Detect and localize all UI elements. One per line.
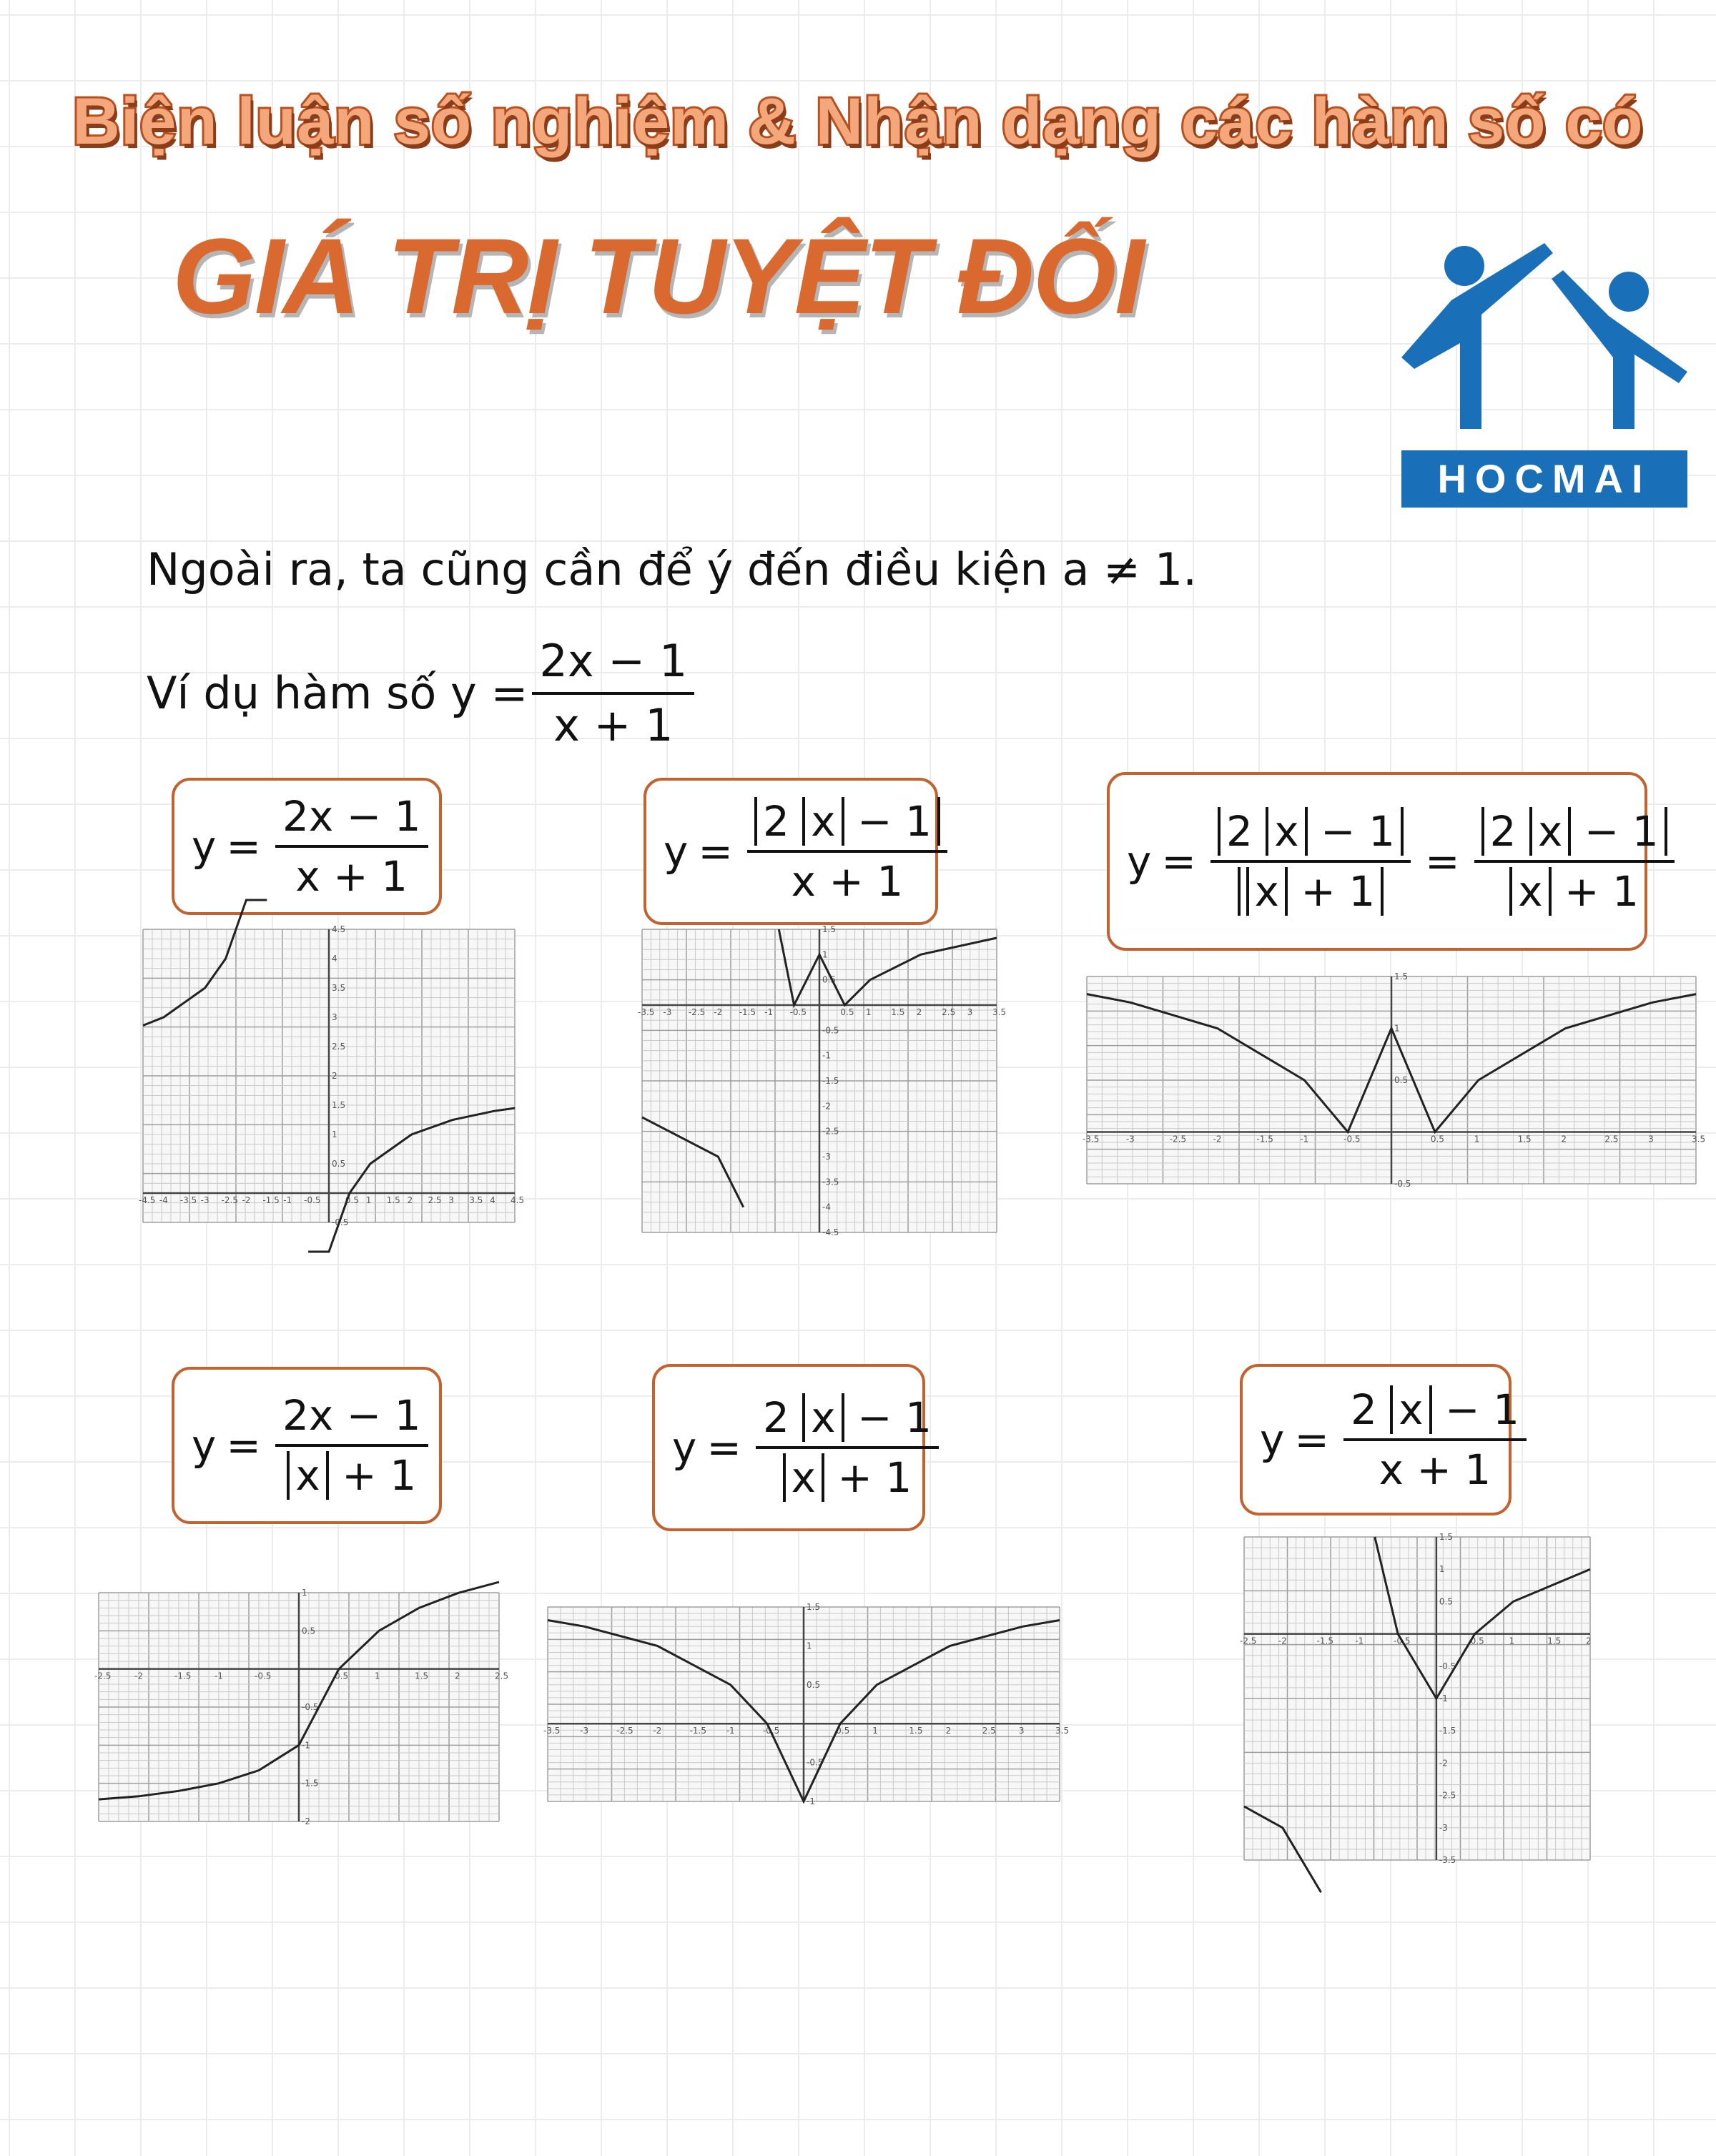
formula-fraction: [1210, 807, 1411, 916]
const-term: + 1: [1564, 867, 1639, 916]
graph-3: [1083, 971, 1706, 1189]
formula-denominator: x + 1: [295, 852, 408, 901]
x-tick-label: 1: [365, 1195, 372, 1205]
formula-numerator: [1343, 1385, 1527, 1441]
example-denominator: x + 1: [553, 699, 674, 752]
y-tick-label: -3: [822, 1152, 831, 1162]
x-tick-label: -4: [159, 1195, 168, 1205]
graph-5: [543, 1602, 1070, 1806]
x-tick-label: 2.5: [1604, 1134, 1619, 1144]
y-tick-label: 1.5: [332, 1100, 346, 1110]
formula-fraction: [756, 1393, 939, 1502]
y-tick-label: -1.5: [1439, 1726, 1456, 1736]
x-tick-label: -1: [1300, 1134, 1309, 1144]
x-tick-label: -3: [1125, 1134, 1135, 1144]
formula-fraction: [747, 797, 947, 906]
x-tick-label: -1: [214, 1671, 223, 1681]
x-tick-label: 1: [1509, 1636, 1515, 1646]
page-subtitle: Biện luận số nghiệm & Nhận dạng các hàm số có: [72, 85, 1644, 158]
y-tick-label: -3.5: [822, 1177, 839, 1187]
const-term: + 1: [837, 1453, 912, 1502]
x-tick-label: -2.5: [1240, 1636, 1257, 1646]
x-tick-label: -3: [200, 1195, 209, 1205]
y-tick-label: -3: [1439, 1822, 1448, 1833]
abs-value-outer: [1481, 807, 1667, 856]
formula-numerator: 2x − 1: [275, 792, 428, 848]
formula-denominator: [275, 1447, 428, 1500]
function-curve: [1375, 1537, 1590, 1698]
abs-value-x: x: [783, 1453, 824, 1502]
x-tick-label: 1.5: [1517, 1134, 1532, 1144]
y-tick-label: -0.5: [807, 1757, 824, 1768]
y-tick-label: -1: [302, 1740, 310, 1751]
x-tick-label: 0.5: [1430, 1134, 1444, 1144]
x-tick-label: -0.5: [789, 1007, 807, 1017]
equals-sign: =: [226, 822, 261, 871]
y-tick-label: -1.5: [822, 1076, 839, 1086]
abs-value-x: x: [802, 1393, 844, 1442]
coef: 2: [1350, 1385, 1377, 1434]
function-curve: [779, 929, 997, 1005]
abs-value-x: x: [1529, 807, 1571, 856]
coef: 2: [762, 1393, 789, 1442]
x-tick-label: 1.5: [386, 1195, 400, 1205]
graph-2: [638, 924, 1007, 1237]
const-term: + 1: [1301, 867, 1376, 916]
formula-denominator: x + 1: [1379, 1445, 1491, 1494]
y-tick-label: -2: [302, 1816, 310, 1826]
function-curve: [308, 1108, 515, 1252]
y-tick-label: -1: [1439, 1693, 1448, 1703]
logo-text: HOCMAI: [1401, 450, 1687, 508]
x-tick-label: -4.5: [139, 1195, 156, 1205]
formula-numerator: [756, 1393, 939, 1449]
x-tick-label: -0.5: [1394, 1636, 1411, 1646]
formula-numerator: [1210, 807, 1411, 863]
equals-sign: =: [1161, 837, 1196, 886]
x-tick-label: 4.5: [511, 1195, 525, 1205]
formula-box-6: [1240, 1364, 1519, 1515]
x-tick-label: 0.5: [1470, 1636, 1484, 1646]
x-tick-label: 1.5: [891, 1007, 905, 1017]
y-tick-label: 1.5: [822, 924, 837, 934]
y-tick-label: 1: [302, 1588, 307, 1598]
x-tick-label: 2: [455, 1671, 460, 1681]
x-tick-label: 0.5: [836, 1726, 850, 1736]
intro-line: Ngoài ra, ta cũng cần để ý đến điều kiện a ≠ 1.: [147, 543, 1197, 595]
x-tick-label: -1: [726, 1726, 735, 1736]
formula-fraction-2: [1474, 807, 1675, 916]
formula-numerator: 2x − 1: [275, 1391, 428, 1447]
formula-lhs: y: [672, 1423, 697, 1472]
x-tick-label: -2: [134, 1671, 143, 1681]
formula-box-1: [172, 778, 442, 915]
y-tick-label: -3.5: [1439, 1855, 1456, 1865]
x-tick-label: -3.5: [543, 1726, 561, 1736]
const-term: − 1: [857, 1393, 932, 1442]
x-tick-label: 1.5: [1547, 1636, 1562, 1646]
y-tick-label: 1: [807, 1641, 812, 1651]
x-tick-label: -3.5: [179, 1195, 197, 1205]
y-tick-label: -1.5: [302, 1778, 319, 1789]
x-tick-label: -2.5: [616, 1726, 633, 1736]
formula-numerator: [747, 797, 947, 853]
y-tick-label: 0.5: [1439, 1596, 1453, 1607]
x-tick-label: -2: [242, 1195, 251, 1205]
x-tick-label: 2: [1561, 1134, 1567, 1144]
x-tick-label: 1.5: [415, 1671, 429, 1681]
abs-value-x: x: [1509, 867, 1551, 916]
x-tick-label: -1.5: [1256, 1134, 1273, 1144]
example-numerator: 2x − 1: [532, 635, 694, 695]
abs-value-outer: [754, 797, 940, 846]
y-tick-label: 0.5: [807, 1679, 821, 1690]
logo-figures-icon: [1401, 236, 1687, 450]
y-tick-label: -2: [822, 1101, 831, 1112]
y-tick-label: 2.5: [332, 1042, 346, 1052]
example-prefix: Ví dụ hàm số y =: [147, 667, 528, 720]
x-tick-label: 2.5: [982, 1726, 996, 1736]
x-tick-label: -1.5: [1316, 1636, 1333, 1646]
x-tick-label: 1.5: [909, 1726, 923, 1736]
x-tick-label: 2.5: [428, 1195, 442, 1205]
x-tick-label: 1: [872, 1726, 878, 1736]
equals-sign: =: [706, 1423, 741, 1472]
x-tick-label: 3.5: [1692, 1134, 1706, 1144]
x-tick-label: -2.5: [221, 1195, 238, 1205]
x-tick-label: -0.5: [1343, 1134, 1361, 1144]
formula-lhs: y: [664, 827, 689, 876]
page-title: GIÁ TRỊ TUYỆT ĐỐI: [172, 216, 1143, 336]
abs-value-x: x: [287, 1451, 328, 1500]
hocmai-logo: [1401, 236, 1687, 508]
x-tick-label: 2: [916, 1007, 922, 1017]
formula-denominator: [756, 1449, 939, 1502]
x-tick-label: -1: [1355, 1636, 1364, 1646]
coef: 2: [762, 797, 789, 846]
y-tick-label: -2: [1439, 1758, 1448, 1769]
formula-denominator: [1474, 863, 1675, 916]
formula-lhs: y: [192, 822, 217, 871]
x-tick-label: -3: [663, 1007, 672, 1017]
graph-6: [1240, 1532, 1592, 1865]
abs-value-x: x: [1266, 807, 1307, 856]
x-tick-label: -2.5: [94, 1671, 112, 1681]
abs-value-x: x: [1246, 867, 1288, 916]
formula-denominator: [1210, 863, 1411, 916]
y-tick-label: 1.5: [807, 1602, 821, 1612]
x-tick-label: -1.5: [689, 1726, 706, 1736]
formula-box-2: [644, 778, 938, 925]
example-line: [147, 635, 699, 753]
equals-sign: =: [1424, 837, 1460, 886]
y-tick-label: 3.5: [332, 983, 346, 993]
formula-fraction: [275, 792, 428, 901]
y-tick-label: 4.5: [332, 924, 346, 934]
y-tick-label: 1: [1394, 1023, 1400, 1034]
const-term: − 1: [1445, 1385, 1519, 1434]
y-tick-label: 1: [822, 949, 828, 960]
y-tick-label: 1: [332, 1129, 337, 1139]
y-tick-label: -0.5: [822, 1025, 839, 1036]
equals-sign: =: [226, 1421, 261, 1470]
y-tick-label: 3: [332, 1012, 337, 1022]
y-tick-label: 1.5: [1439, 1532, 1453, 1542]
x-tick-label: 2: [1586, 1636, 1592, 1646]
x-tick-label: -2: [1278, 1636, 1287, 1646]
y-tick-label: -0.5: [1394, 1179, 1411, 1189]
y-tick-label: -4.5: [822, 1227, 839, 1237]
y-tick-label: -1: [822, 1050, 831, 1061]
y-tick-label: 0.5: [302, 1626, 316, 1636]
formula-box-3: [1107, 772, 1659, 951]
y-tick-label: -0.5: [302, 1702, 319, 1712]
x-tick-label: -1.5: [739, 1007, 756, 1017]
formula-fraction: [1343, 1385, 1527, 1494]
formula-lhs: y: [1127, 837, 1152, 886]
x-tick-label: -1.5: [262, 1195, 280, 1205]
formula-numerator: [1474, 807, 1675, 863]
y-tick-label: -0.5: [1439, 1661, 1456, 1671]
x-tick-label: -1.5: [174, 1671, 192, 1681]
x-tick-label: 0.5: [335, 1671, 349, 1681]
graph-1: [139, 924, 525, 1227]
x-tick-label: 3.5: [992, 1007, 1007, 1017]
y-tick-label: 4: [332, 954, 337, 964]
x-tick-label: 3: [967, 1007, 973, 1017]
x-tick-label: 1: [865, 1007, 872, 1017]
x-tick-label: -3: [580, 1726, 589, 1736]
y-tick-label: 1: [1439, 1564, 1445, 1575]
x-tick-label: -3.5: [1083, 1134, 1100, 1144]
y-tick-label: 2: [332, 1071, 337, 1081]
graph-4: [94, 1588, 509, 1826]
abs-value-outer: [1218, 807, 1404, 856]
x-tick-label: 3: [1648, 1134, 1654, 1144]
x-tick-label: -0.5: [762, 1726, 780, 1736]
y-tick-label: -4: [822, 1202, 831, 1212]
x-tick-label: 2: [407, 1195, 413, 1205]
x-tick-label: 0.5: [840, 1007, 854, 1017]
formula-fraction: [275, 1391, 428, 1500]
x-tick-label: 3.5: [469, 1195, 483, 1205]
y-tick-label: 0.5: [332, 1159, 346, 1169]
formula-box-5: [652, 1364, 932, 1531]
coef: 2: [1489, 807, 1517, 856]
x-tick-label: -1: [764, 1007, 774, 1017]
abs-value-x: x: [802, 797, 844, 846]
x-tick-label: 3: [448, 1195, 454, 1205]
x-tick-label: -2: [714, 1007, 723, 1017]
const-term: − 1: [1321, 807, 1395, 856]
y-tick-label: -2.5: [822, 1126, 839, 1137]
x-tick-label: 0.5: [345, 1195, 359, 1205]
formula-denominator: x + 1: [791, 857, 904, 906]
x-tick-label: 3.5: [1055, 1726, 1070, 1736]
const-term: + 1: [342, 1451, 417, 1500]
x-tick-label: 1: [375, 1671, 380, 1681]
y-tick-label: 1.5: [1394, 971, 1409, 981]
y-tick-label: -1: [807, 1796, 815, 1806]
x-tick-label: -0.5: [304, 1195, 321, 1205]
abs-value-outer: [1238, 867, 1384, 916]
function-curve: [642, 1117, 744, 1207]
x-tick-label: 1: [1474, 1134, 1480, 1144]
x-tick-label: 2: [945, 1726, 952, 1736]
y-tick-label: 0.5: [1394, 1075, 1409, 1085]
x-tick-label: 2.5: [942, 1007, 956, 1017]
x-tick-label: 3: [1018, 1726, 1025, 1736]
example-fraction: [532, 635, 694, 753]
const-term: − 1: [857, 797, 932, 846]
y-tick-label: 0.5: [822, 974, 837, 985]
formula-lhs: y: [192, 1421, 217, 1470]
x-tick-label: -1: [283, 1195, 292, 1205]
x-tick-label: 4: [490, 1195, 495, 1205]
x-tick-label: -3.5: [638, 1007, 655, 1017]
coef: 2: [1226, 807, 1253, 856]
y-tick-label: -0.5: [332, 1217, 349, 1227]
x-tick-label: -2: [653, 1726, 662, 1736]
x-tick-label: -2.5: [688, 1007, 706, 1017]
x-tick-label: -2: [1213, 1134, 1222, 1144]
const-term: − 1: [1584, 807, 1659, 856]
x-tick-label: 2.5: [495, 1671, 509, 1681]
y-tick-label: -2.5: [1439, 1790, 1456, 1801]
x-tick-label: -2.5: [1169, 1134, 1187, 1144]
formula-box-4: [172, 1367, 442, 1524]
abs-value-x: x: [1390, 1385, 1431, 1434]
formula-lhs: y: [1260, 1415, 1285, 1464]
x-tick-label: -0.5: [255, 1671, 272, 1681]
equals-sign: =: [1294, 1415, 1329, 1464]
equals-sign: =: [698, 827, 733, 876]
